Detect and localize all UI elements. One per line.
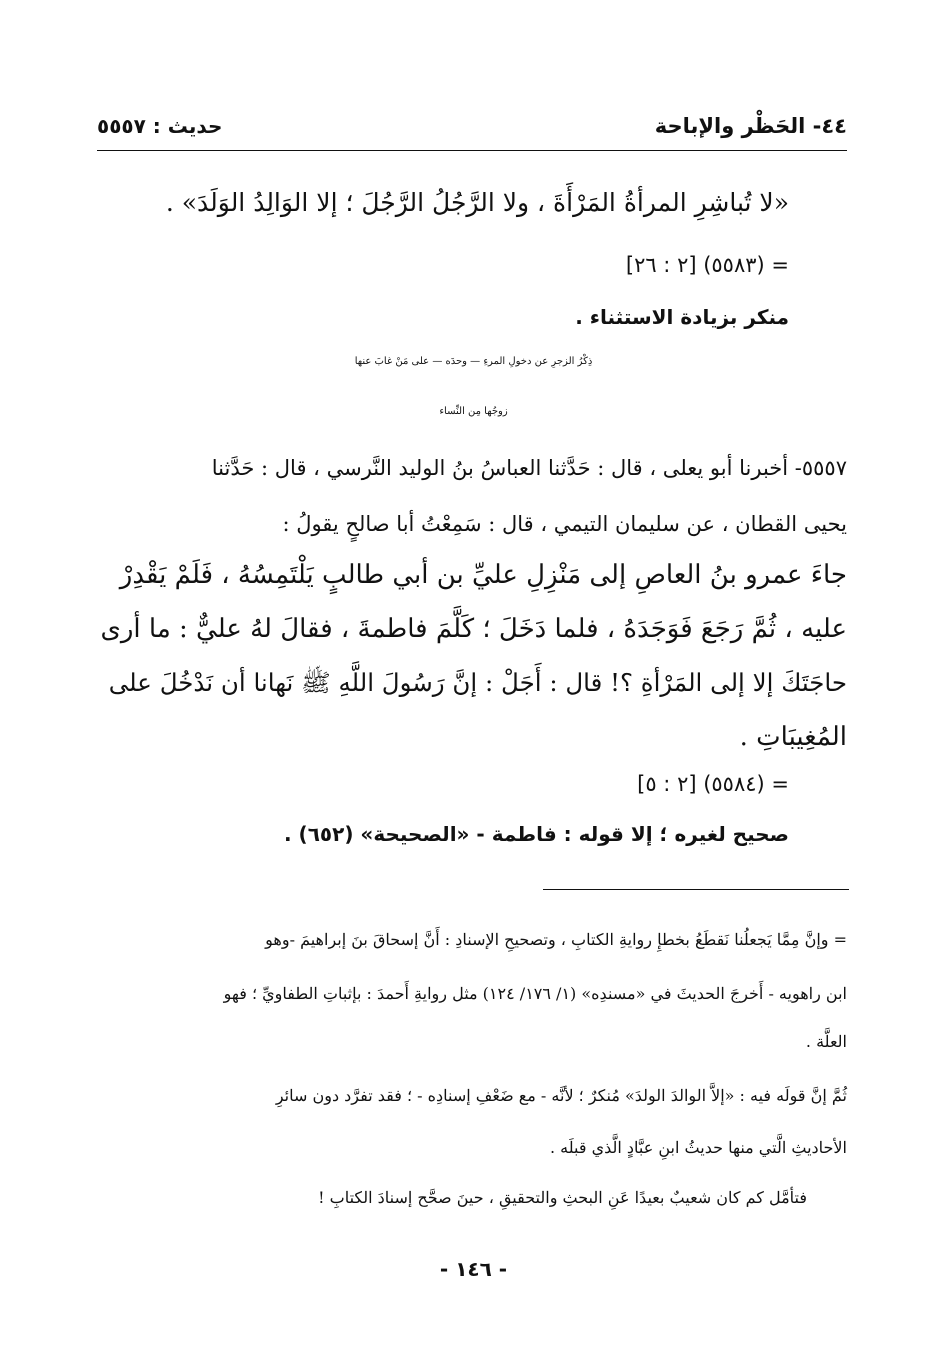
previous-hadith-text: «لا تُباشِرِ المرأةُ المَرْأَةَ ، ولا الرَّجُلُ الرَّجُلَ ؛ إلا الوَالِدُ الوَلَدَ» . [165, 188, 789, 217]
hadith-body-line-2: عليه ، ثُمَّ رَجَعَ فَوَجَدَهُ ، فلما دَخَلَ ؛ كَلَّمَ فاطمةَ ، فقالَ لهُ عليٌّ : ما أرى [100, 614, 847, 644]
previous-hadith-grade: منكر بزيادة الاستثناء . [575, 305, 789, 329]
hadith-grade: صحيح لغيره ؛ إلا قوله : فاطمة - «الصحيحة» (٦٥٢) . [284, 822, 789, 846]
footnote-line-3: العلَّة . [805, 1032, 847, 1051]
footnote-divider [543, 889, 849, 890]
page-number: - ١٤٦ - [439, 1257, 508, 1281]
hadith-cross-reference: = (٥٥٨٤) [٢ : ٥] [637, 772, 789, 796]
chapter-heading-line-1: ذِكْرُ الزجرِ عن دخولِ المرءِ — وحدَه — على مَنْ غابَ عنها [354, 356, 593, 367]
page-header [97, 112, 847, 151]
chapter-heading-line-2: زوجُها مِن النِّساء [439, 406, 508, 417]
hadith-isnad-line-2: يحيى القطان ، عن سليمان التيمي ، قال : سَمِعْتُ أبا صالحٍ يقولُ : [282, 512, 847, 536]
footnote-line-2: ابن راهويه - أَخرجَ الحديثَ في «مسندِه» (١/ ١٧٦/ ١٢٤) مثل روايةِ أَحمدَ : بإثباتِ الطفاويِّ ؛ فهو [223, 984, 847, 1003]
previous-hadith-cross-reference: = (٥٥٨٣) [٢ : ٢٦] [625, 253, 789, 277]
hadith-body-line-4: المُغِيبَاتِ . [739, 722, 847, 752]
hadith-body-line-1: جاءَ عمرو بنُ العاصِ إلى مَنْزِلِ عليِّ بن أبي طالبٍ يَلْتَمِسُهُ ، فَلَمْ يَقْدِرْ [119, 560, 847, 590]
hadith-isnad-line-1: ٥٥٥٧- أخبرنا أبو يعلى ، قال : حَدَّثنا العباسُ بنُ الوليد النَّرسي ، قال : حَدَّثنا [211, 456, 847, 480]
chapter-title: ٤٤- الحَظْر والإباحة [654, 114, 847, 138]
footnote-line-4: ثُمَّ إنَّ قولَه فيه : «إلاَّ الوالدَ الولدَ» مُنكرٌ ؛ لأنَّه - مع ضَعْفِ إسنادِه - ؛ فقد تفرَّد دون سائرِ [275, 1086, 847, 1105]
footnote-line-6: فتأمَّل كم كان شعيبٌ بعيدًا عَنِ البحثِ والتحقيقِ ، حينَ صحَّح إسنادَ الكتابِ ! [318, 1188, 807, 1207]
hadith-reference: حديث : ٥٥٥٧ [97, 114, 223, 138]
footnote-line-5: الأحاديثِ الَّتي منها حديثُ ابنِ عبَّادٍ الَّذي قبلَه . [549, 1138, 847, 1157]
hadith-body-line-3: حاجَتَكَ إلا إلى المَرْأةِ ؟! قال : أَجَلْ : إنَّ رَسُولَ اللَّهِ ﷺ نَهانا أن نَدْخُلَ على [108, 668, 847, 697]
footnote-line-1: = وإنَّ مِمَّا يَجعلُنا نَقطَعُ بخطإِ روايةِ الكتابِ ، وتصحيحِ الإسنادِ : أَنَّ إسحاقَ بنَ إبراهيمَ -وهو [265, 930, 847, 949]
